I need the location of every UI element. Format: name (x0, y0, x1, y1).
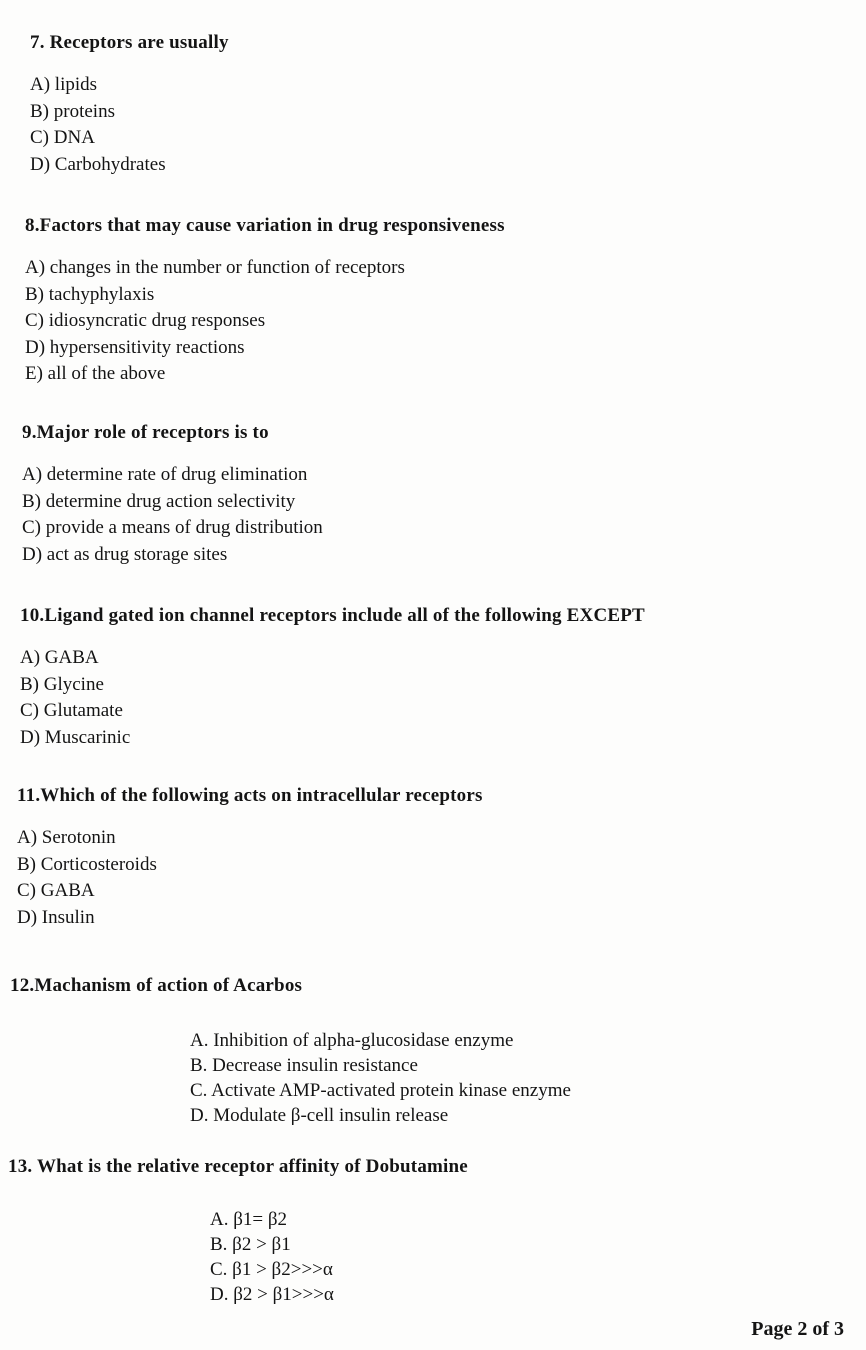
question-10 (20, 605, 645, 751)
option-a: A. β1= β2 (210, 1209, 288, 1230)
question-title: 7. Receptors are usually (30, 32, 229, 53)
option-e: E) all of the above (25, 363, 166, 384)
question-13-options (210, 1207, 334, 1307)
question-title: 8.Factors that may cause variation in drug responsiveness (25, 215, 505, 236)
option-d: D. Modulate β-cell insulin release (190, 1105, 449, 1126)
option-list (20, 645, 645, 751)
question-7 (30, 32, 229, 178)
option-b: B) proteins (30, 100, 115, 122)
option-c: C. β1 > β2>>>α (210, 1259, 333, 1280)
option-b: B. Decrease insulin resistance (190, 1055, 418, 1076)
option-d: D) Insulin (17, 906, 95, 928)
option-c: C) idiosyncratic drug responses (25, 310, 266, 331)
question-12-options (190, 1028, 571, 1128)
option-b: B) Glycine (20, 673, 104, 695)
question-12-heading (10, 975, 302, 997)
option-a: A) GABA (20, 647, 99, 668)
option-d: D. β2 > β1>>>α (210, 1284, 334, 1305)
option-a: A) changes in the number or function of receptors (25, 257, 405, 278)
question-title: 9.Major role of receptors is to (22, 422, 269, 443)
option-b: B. β2 > β1 (210, 1234, 291, 1255)
option-a: A) Serotonin (17, 827, 116, 848)
question-title: 11.Which of the following acts on intracellular receptors (17, 785, 483, 806)
option-d: D) hypersensitivity reactions (25, 336, 245, 358)
option-a: A) lipids (30, 74, 98, 95)
option-list (210, 1207, 334, 1307)
option-d: D) act as drug storage sites (22, 543, 228, 565)
option-a: A. Inhibition of alpha-glucosidase enzyme (190, 1030, 514, 1051)
option-list (22, 462, 323, 568)
question-11 (17, 785, 483, 931)
option-c: C) GABA (17, 880, 95, 901)
option-list (25, 255, 505, 388)
option-b: B) tachyphylaxis (25, 283, 155, 305)
option-b: B) determine drug action selectivity (22, 490, 296, 512)
question-title: 10.Ligand gated ion channel receptors include all of the following EXCEPT (20, 605, 645, 626)
question-13-heading (8, 1156, 468, 1178)
option-d: D) Carbohydrates (30, 153, 166, 175)
question-8 (25, 215, 505, 388)
option-c: C. Activate AMP-activated protein kinase enzyme (190, 1080, 571, 1101)
option-list (30, 72, 229, 178)
option-list (190, 1028, 571, 1128)
page-number: Page 2 of 3 (751, 1318, 844, 1340)
question-title: 12.Machanism of action of Acarbos (10, 975, 303, 996)
option-d: D) Muscarinic (20, 726, 131, 748)
option-list (17, 825, 483, 931)
option-b: B) Corticosteroids (17, 853, 157, 875)
option-c: C) Glutamate (20, 700, 123, 721)
question-title: 13. What is the relative receptor affinity of Dobutamine (8, 1156, 468, 1177)
option-a: A) determine rate of drug elimination (22, 464, 308, 485)
question-9 (22, 422, 323, 568)
option-c: C) provide a means of drug distribution (22, 517, 323, 538)
option-c: C) DNA (30, 127, 95, 148)
